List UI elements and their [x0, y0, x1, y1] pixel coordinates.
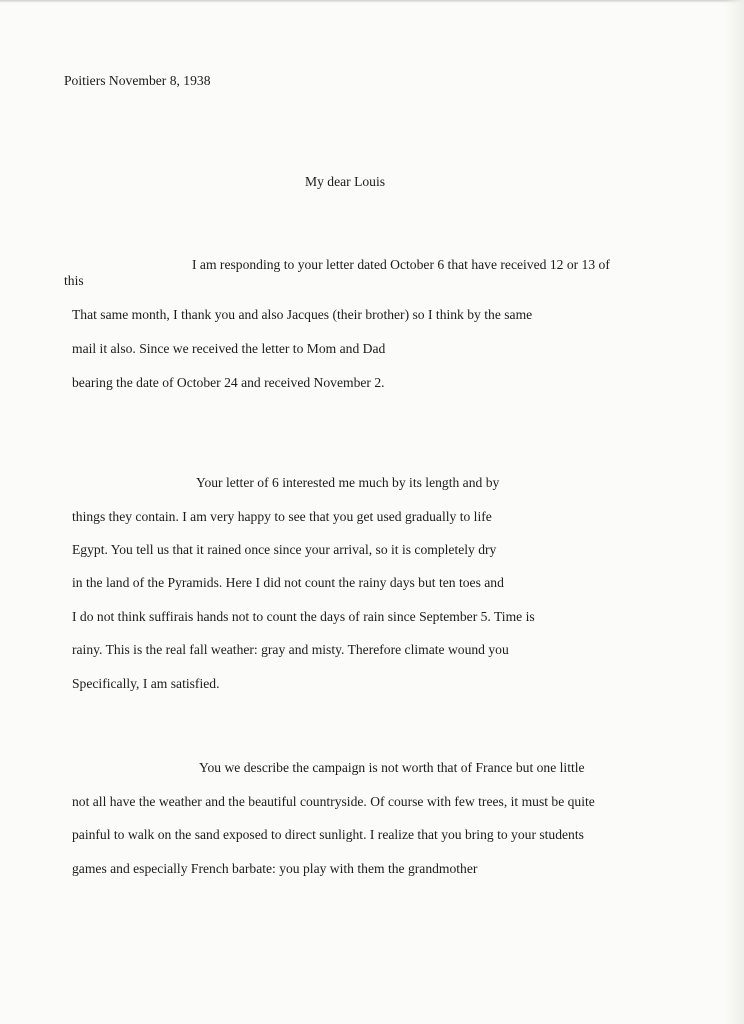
paragraph-3-line-2: not all have the weather and the beautiful countryside. Of course with few trees, it must be quite: [72, 794, 595, 809]
paragraph-3-line-1: You we describe the campaign is not worth that of France but one little: [199, 760, 585, 775]
paragraph-1-line-5: bearing the date of October 24 and received November 2.: [72, 375, 385, 390]
paragraph-2-line-1: Your letter of 6 interested me much by its length and by: [196, 475, 500, 490]
paragraph-1-line-3: That same month, I thank you and also Jacques (their brother) so I think by the same: [72, 307, 533, 322]
paragraph-2-line-3: Egypt. You tell us that it rained once since your arrival, so it is completely dry: [72, 542, 497, 557]
paragraph-1-line-2: this: [64, 273, 84, 288]
paragraph-2-line-5: I do not think suffirais hands not to count the days of rain since September 5. Time is: [72, 609, 535, 624]
paragraph-2-line-7: Specifically, I am satisfied.: [72, 676, 220, 691]
paragraph-3-line-4: games and especially French barbate: you play with them the grandmother: [72, 861, 478, 876]
paragraph-1-line-1: I am responding to your letter dated October 6 that have received 12 or 13 of: [192, 257, 610, 272]
scan-edge: [0, 0, 744, 3]
paragraph-1-line-4: mail it also. Since we received the letter to Mom and Dad: [72, 341, 386, 356]
paragraph-2-line-6: rainy. This is the real fall weather: gray and misty. Therefore climate wound you: [72, 642, 509, 657]
paragraph-2-line-2: things they contain. I am very happy to see that you get used gradually to life: [72, 509, 492, 524]
scan-shadow: [724, 0, 744, 1024]
paragraph-3-line-3: painful to walk on the sand exposed to direct sunlight. I realize that you bring to your students: [72, 827, 584, 842]
letter-salutation: My dear Louis: [305, 174, 386, 189]
letter-dateline: Poitiers November 8, 1938: [64, 73, 211, 88]
paragraph-2-line-4: in the land of the Pyramids. Here I did not count the rainy days but ten toes and: [72, 575, 504, 590]
